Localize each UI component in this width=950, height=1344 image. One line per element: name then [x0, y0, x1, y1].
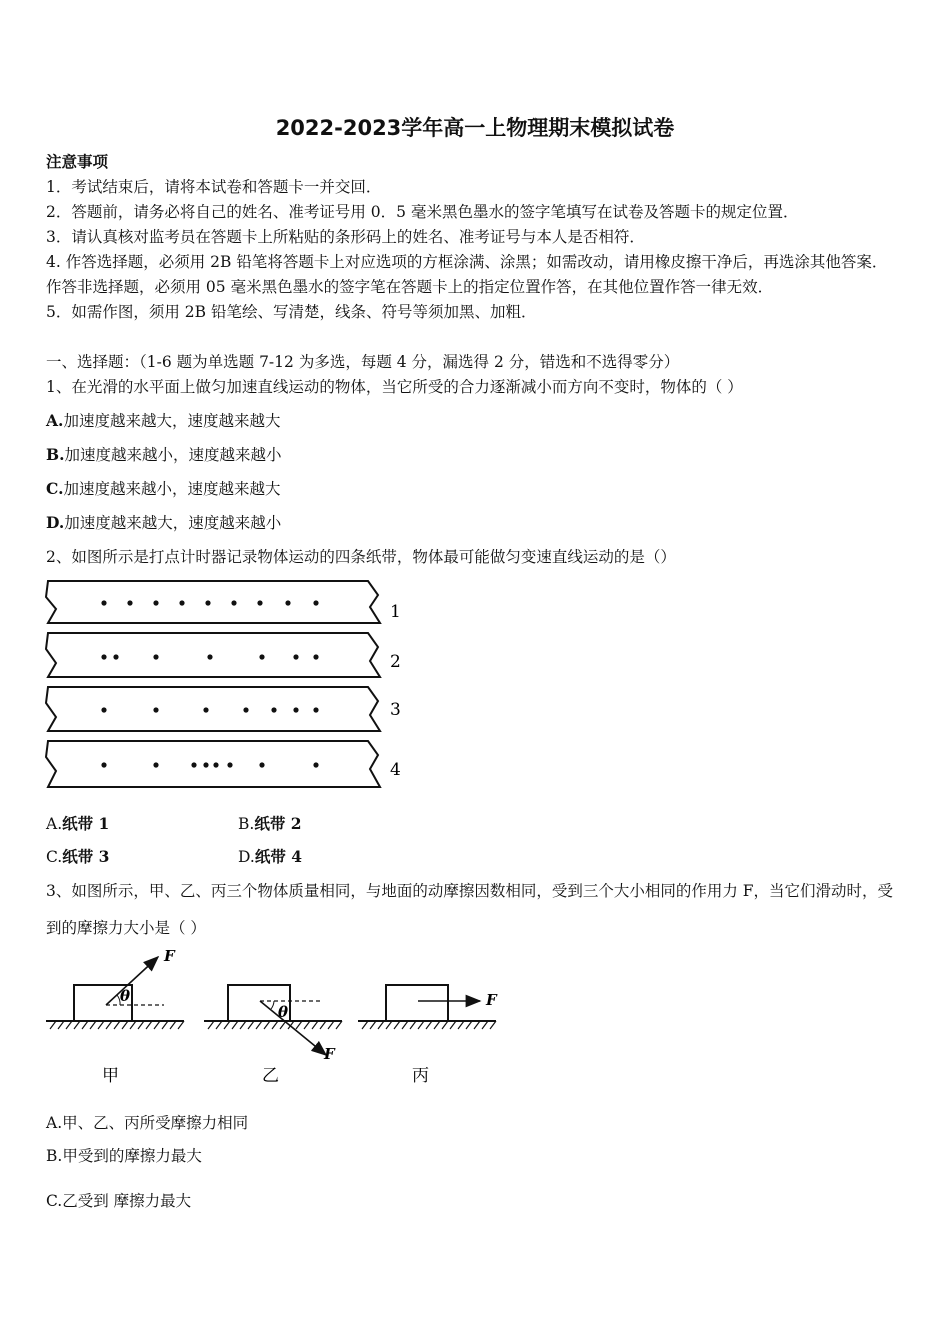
ticker-tape-diagram — [40, 575, 420, 795]
tape-label-1: 1 — [390, 602, 401, 622]
figure-bing — [358, 985, 498, 1029]
q2-option-b: B.纸带 2 — [238, 814, 302, 833]
force-label-jia: F — [164, 947, 175, 965]
q2-option-c: C.纸带 3 — [46, 847, 110, 866]
angle-label-jia: θ — [120, 987, 131, 1005]
ticker-tape-4 — [46, 741, 380, 787]
notice-item: 2．答题前，请务必将自己的姓名、准考证号用 0．5 毫米黑色墨水的签字笔填写在试卷及答题卡的规定位置． — [46, 203, 799, 221]
figure-jia — [46, 947, 184, 1029]
question-1-stem: 1、在光滑的水平面上做匀加速直线运动的物体，当它所受的合力逐渐减小而方向不变时，物体的（ ） — [46, 378, 743, 396]
notice-item: 3．请认真核对监考员在答题卡上所粘贴的条形码上的姓名、准考证号与本人是否相符． — [46, 228, 645, 246]
figure-yi — [204, 985, 342, 1063]
question-3-stem-line1: 3、如图所示，甲、乙、丙三个物体质量相同，与地面的动摩擦因数相同，受到三个大小相同的作用力 F，当它们滑动时，受 — [46, 882, 894, 900]
q3-option-a: A.甲、乙、丙所受摩擦力相同 — [46, 1114, 249, 1132]
page-title: 2022-2023学年高一上物理期末模拟试卷 — [275, 116, 675, 140]
q1-option-b: B.加速度越来越小，速度越来越小 — [46, 445, 282, 464]
label-yi: 乙 — [262, 1066, 279, 1086]
friction-diagram — [40, 945, 520, 1095]
force-label-yi: F — [324, 1045, 335, 1063]
notice-heading: 注意事项 — [46, 152, 109, 171]
ticker-tape-2 — [46, 633, 380, 677]
section-heading: 一、选择题：（1-6 题为单选题 7-12 为多选，每题 4 分，漏选得 2 分，错选和不选得零分） — [46, 353, 680, 371]
notice-item: 1．考试结束后，请将本试卷和答题卡一并交回． — [46, 178, 382, 196]
question-3-stem-line2: 到的摩擦力大小是（ ） — [46, 919, 206, 937]
q1-option-d: D.加速度越来越大，速度越来越小 — [46, 513, 282, 532]
angle-label-yi: θ — [278, 1003, 289, 1021]
question-2-stem: 2、如图所示是打点计时器记录物体运动的四条纸带，物体最可能做匀变速直线运动的是（） — [46, 548, 676, 566]
force-label-bing: F — [486, 991, 497, 1009]
q3-option-b: B.甲受到的摩擦力最大 — [46, 1147, 202, 1165]
q3-option-c: C.乙受到 摩擦力最大 — [46, 1192, 192, 1210]
label-bing: 丙 — [412, 1066, 429, 1086]
ticker-tape-1 — [46, 581, 380, 623]
label-jia: 甲 — [102, 1066, 119, 1086]
tape-label-2: 2 — [390, 652, 401, 672]
tape-label-4: 4 — [390, 760, 401, 780]
notice-item: 5．如需作图，须用 2B 铅笔绘、写清楚，线条、符号等须加黑、加粗． — [46, 303, 537, 321]
notice-item: 4. 作答选择题，必须用 2B 铅笔将答题卡上对应选项的方框涂满、涂黑；如需改动，请用橡皮擦干净后，再选涂其他答案． — [46, 253, 888, 271]
q2-option-a: A.纸带 1 — [46, 814, 110, 833]
q2-option-d: D.纸带 4 — [238, 847, 302, 866]
q1-option-a: A.加速度越来越大，速度越来越大 — [46, 411, 281, 430]
tape-label-3: 3 — [390, 700, 401, 720]
ticker-tape-3 — [46, 687, 380, 731]
notice-item: 作答非选择题，必须用 05 毫米黑色墨水的签字笔在答题卡上的指定位置作答，在其他位置作答一律无效． — [46, 278, 774, 296]
q1-option-c: C.加速度越来越小，速度越来越大 — [46, 479, 281, 498]
